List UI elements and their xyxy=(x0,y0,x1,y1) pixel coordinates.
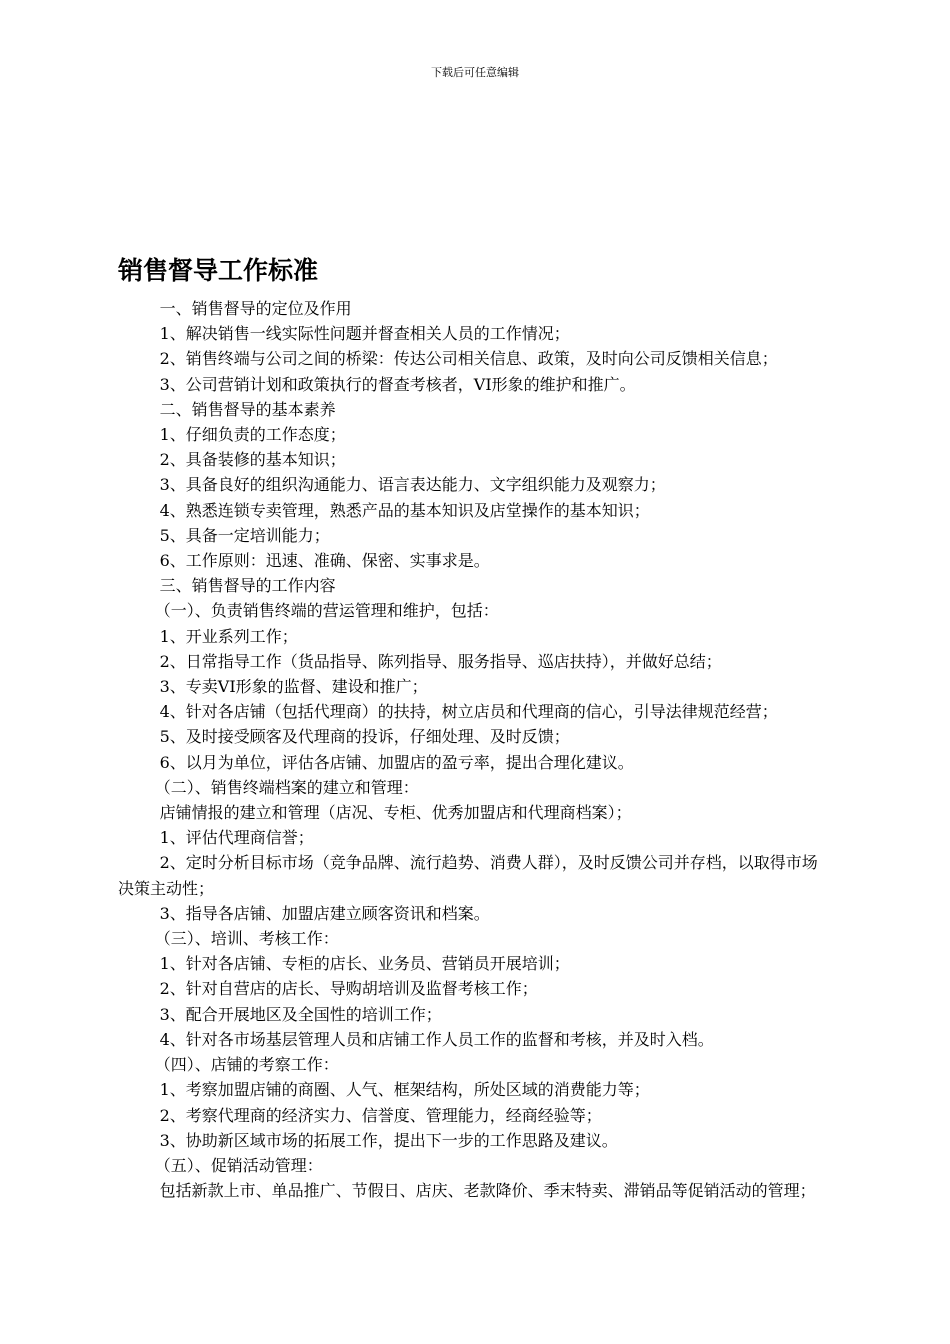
body-paragraph: 3、公司营销计划和政策执行的督查考核者，VI形象的维护和推广。 xyxy=(159,374,636,394)
body-paragraph: 4、熟悉连锁专卖管理，熟悉产品的基本知识及店堂操作的基本知识； xyxy=(159,500,650,520)
body-paragraph: 6、工作原则：迅速、准确、保密、实事求是。 xyxy=(159,551,490,571)
body-paragraph: 2、针对自营店的店长、导购胡培训及监督考核工作； xyxy=(159,979,538,999)
body-paragraph: 1、针对各店铺、专柜的店长、业务员、营销员开展培训； xyxy=(159,954,570,974)
body-paragraph: 1、考察加盟店铺的商圈、人气、框架结构，所处区域的消费能力等； xyxy=(159,1080,650,1100)
body-paragraph: 6、以月为单位，评估各店铺、加盟店的盈亏率，提出合理化建议。 xyxy=(159,752,634,772)
body-paragraph: 2、考察代理商的经济实力、信誉度、管理能力，经商经验等； xyxy=(159,1105,602,1125)
body-paragraph: 1、仔细负责的工作态度； xyxy=(159,425,346,445)
body-paragraph: 5、及时接受顾客及代理商的投诉，仔细处理、及时反馈； xyxy=(159,727,570,747)
body-paragraph: 4、针对各市场基层管理人员和店铺工作人员工作的监督和考核，并及时入档。 xyxy=(159,1029,714,1049)
document-body xyxy=(118,296,833,1203)
body-paragraph: 3、专卖VI形象的监督、建设和推广； xyxy=(159,677,428,697)
body-paragraph: 一、销售督导的定位及作用 xyxy=(159,299,352,318)
body-paragraph: （三）、培训、考核工作： xyxy=(154,929,339,949)
body-paragraph: 2、销售终端与公司之间的桥梁：传达公司相关信息、政策，及时向公司反馈相关信息； xyxy=(159,349,778,369)
body-paragraph: （二）、销售终端档案的建立和管理： xyxy=(154,777,419,797)
body-paragraph: 店铺情报的建立和管理（店况、专柜、优秀加盟店和代理商档案）； xyxy=(159,803,632,823)
document-title: 销售督导工作标准 xyxy=(118,256,319,285)
body-paragraph: 1、评估代理商信誉； xyxy=(159,828,314,848)
body-paragraph: 3、配合开展地区及全国性的培训工作； xyxy=(159,1004,442,1024)
body-paragraph: 5、具备一定培训能力； xyxy=(159,525,330,545)
body-paragraph: 2、具备装修的基本知识； xyxy=(159,450,346,470)
body-paragraph: 三、销售督导的工作内容 xyxy=(159,576,336,596)
body-paragraph: 包括新款上市、单品推广、节假日、店庆、老款降价、季末特卖、滞销品等促销活动的管理； xyxy=(159,1181,816,1201)
body-paragraph: 4、针对各店铺（包括代理商）的扶持，树立店员和代理商的信心，引导法律规范经营； xyxy=(159,702,778,722)
page-header: 下载后可任意编辑 xyxy=(431,66,519,79)
body-paragraph: （一）、负责销售终端的营运管理和维护，包括： xyxy=(154,601,499,621)
body-paragraph: （四）、店铺的考察工作： xyxy=(154,1055,339,1075)
body-paragraph: （五）、促销活动管理： xyxy=(154,1155,323,1175)
body-paragraph: 二、销售督导的基本素养 xyxy=(159,399,336,419)
body-paragraph: 2、定时分析目标市场（竞争品牌、流行趋势、消费人群），及时反馈公司并存档，以取得市场决策主动性； xyxy=(118,853,818,898)
body-paragraph: 3、具备良好的组织沟通能力、语言表达能力、文字组织能力及观察力； xyxy=(159,475,666,495)
body-paragraph: 3、协助新区域市场的拓展工作，提出下一步的工作思路及建议。 xyxy=(159,1130,618,1150)
body-paragraph: 2、日常指导工作（货品指导、陈列指导、服务指导、巡店扶持），并做好总结； xyxy=(159,651,722,671)
body-paragraph: 1、解决销售一线实际性问题并督查相关人员的工作情况； xyxy=(159,324,570,344)
body-paragraph: 3、指导各店铺、加盟店建立顾客资讯和档案。 xyxy=(159,903,490,923)
body-paragraph: 1、开业系列工作； xyxy=(159,626,298,646)
